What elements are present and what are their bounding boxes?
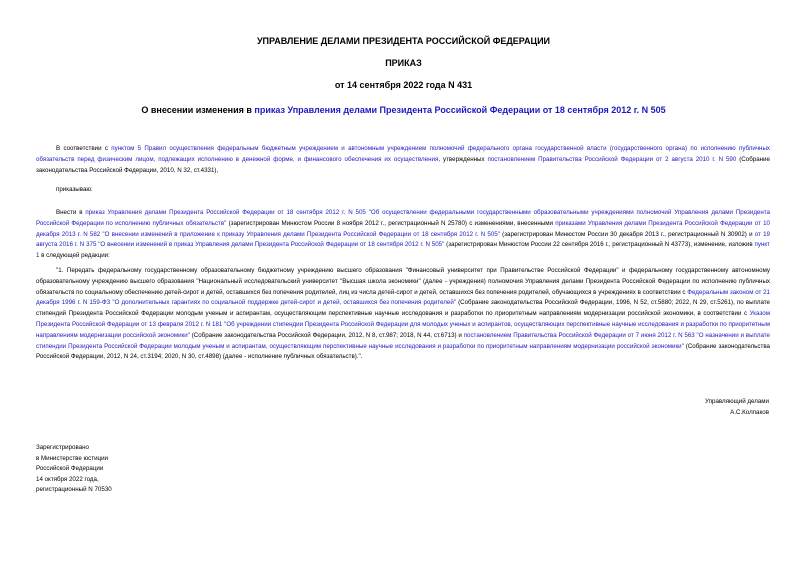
doc-title-link[interactable]: приказ Управления делами Президента Российской Федерации от 18 сентября 2012 г. N 505 — [254, 105, 666, 115]
resolution-563-link[interactable]: постановлением Правительства Российской Федерации от 7 июня 2012 г. N 563 "О назначении и выплате стипендии Президента Российской Федерации молодым ученым и аспирантам, осуществляющим перспективные научные исследования и разработки по приоритетным направлениям модернизации российской экономики" — [36, 331, 770, 350]
p3-text-5: в следующей редакции: — [39, 252, 110, 260]
signature-position: Управляющий делами — [705, 398, 769, 405]
paragraph-amend — [36, 208, 770, 262]
doc-title — [0, 105, 807, 115]
doc-title-prefix: О внесении изменения в — [141, 105, 255, 115]
paragraph-new-clause — [36, 266, 770, 363]
date-number: от 14 сентября 2022 года N 431 — [334, 80, 473, 90]
registration-line-2: в Министерстве юстиции — [36, 454, 109, 462]
p1-text-3: (Собрание законодательства Российской Федерации, 2010, N 32, ст.4331), — [36, 155, 770, 174]
p1-text-1: В соответствии с — [56, 145, 112, 152]
registration-line-5: регистрационный N 70530 — [36, 486, 112, 493]
p4-text-2: (Собрание законодательства Российской Федерации, 1996, N 52, ст.5880; 2022, N 29, ст.5261), по выплате стипендий Президента Российской Федерации молодым ученым и аспирантам, осуществляющим перспективные научные исследования и разработки по приоритетным направлениям модернизации российской экономики, в соответствии с — [36, 299, 770, 318]
p3-text-1: Внести в — [56, 209, 86, 216]
p3-text-2: (зарегистрирован Минюстом России 8 ноября 2012 г., регистрационный N 25780) с изменениями, внесенными — [226, 219, 556, 227]
p1-text-2: , утвержденных — [438, 155, 488, 163]
p4-text-4: (Собрание законодательства Российской Федерации, 2012, N 24, ст.3194; 2020, N 30, ст.4898) (далее - исполнение публичных обязательств).". — [36, 342, 770, 361]
order-375-link[interactable]: от 19 августа 2016 г. N 375 "О внесении изменений в приказ Управления делами Президента Российской Федерации от 18 сентября 2012 г. N 505" — [36, 230, 770, 249]
p3-text-3: (зарегистрирован Минюстом России 30 декабря 2013 г., регистрационный N 30902) и — [499, 230, 755, 238]
resolution-590-link[interactable]: постановлением Правительства Российской Федерации от 2 августа 2010 г. N 590 — [487, 155, 737, 163]
decree-181-link[interactable]: Указом Президента Российской Федерации от 13 февраля 2012 г. N 181 "Об учреждении стипендии Президента Российской Федерации для молодых ученых и аспирантов, осуществляющих перспективные научные исследования и разработки по приоритетным направлениям модернизации российской экономики" — [36, 310, 770, 339]
registration-block — [36, 443, 112, 496]
signature-block — [569, 397, 769, 418]
doc-type: ПРИКАЗ — [385, 58, 422, 68]
p4-text-3: (Собрание законодательства Российской Федерации, 2012, N 8, ст.987; 2018, N 44, ст.6713) и — [189, 331, 464, 339]
paragraph-basis — [36, 144, 770, 176]
signature-name: А.С.Колпаков — [730, 408, 769, 416]
order-505-link[interactable]: приказ Управления делами Президента Российской Федерации от 18 сентября 2012 г. N 505 "Об осуществлении федеральными государственными образовательными учреждениями полномочий Управления делами Президента Российской Федерации по исполнению публичных обязательств" — [36, 209, 770, 227]
p4-text-1: "1. Передать федеральному государственному образовательному бюджетному учреждению высшего образования "Финансовый университет при Правительстве Российской Федерации" и федеральному государственному автономному образовательному учреждению высшего образования "Национальный исследовательский университет "Высшая школа экономики" (далее - учреждения) полномочия Управления делами Президента Российской Федерации по исполнению публичных обязательств по социальному обеспечению детей-сирот и детей, оставшихся без попечения родителей, лиц из числа детей-сирот и детей, оставшихся без попечения родителей, обучающихся в учреждениях в соответствии с — [36, 267, 770, 296]
org-title: УПРАВЛЕНИЕ ДЕЛАМИ ПРЕЗИДЕНТА РОССИЙСКОЙ ФЕДЕРАЦИИ — [256, 36, 551, 46]
registration-line-3: Российской Федерации — [36, 465, 104, 472]
rules-link[interactable]: пунктом 5 Правил осуществления федеральным бюджетным учреждением и автономным учреждением полномочий федерального органа государственной власти (государственного органа) по исполнению публичных обязательств перед физическим лицом, подлежащих исполнению в денежной форме, и финансового обеспечения их осуществления — [36, 145, 770, 163]
clause-1-link[interactable]: пункт 1 — [36, 241, 770, 260]
registration-line-4: 14 октября 2022 года, — [36, 475, 99, 483]
registration-line-1: Зарегистрировано — [36, 444, 89, 451]
order-582-link[interactable]: приказами Управления делами Президента Российской Федерации от 10 декабря 2013 г. N 582 "О внесении изменений в приложение к приказу Управления делами Президента Российской Федерации от 18 сентября 2012 г. N 505" — [36, 219, 770, 238]
p3-text-4: (зарегистрирован Минюстом России 22 сентября 2016 г., регистрационный N 43773), изменение, изложив — [444, 241, 755, 249]
paragraph-order: приказываю: — [56, 186, 93, 193]
federal-law-159-link[interactable]: Федеральным законом от 21 декабря 1996 г. N 159-ФЗ "О дополнительных гарантиях по социальной поддержке детей-сирот и детей, оставшихся без попечения родителей" — [36, 288, 770, 307]
